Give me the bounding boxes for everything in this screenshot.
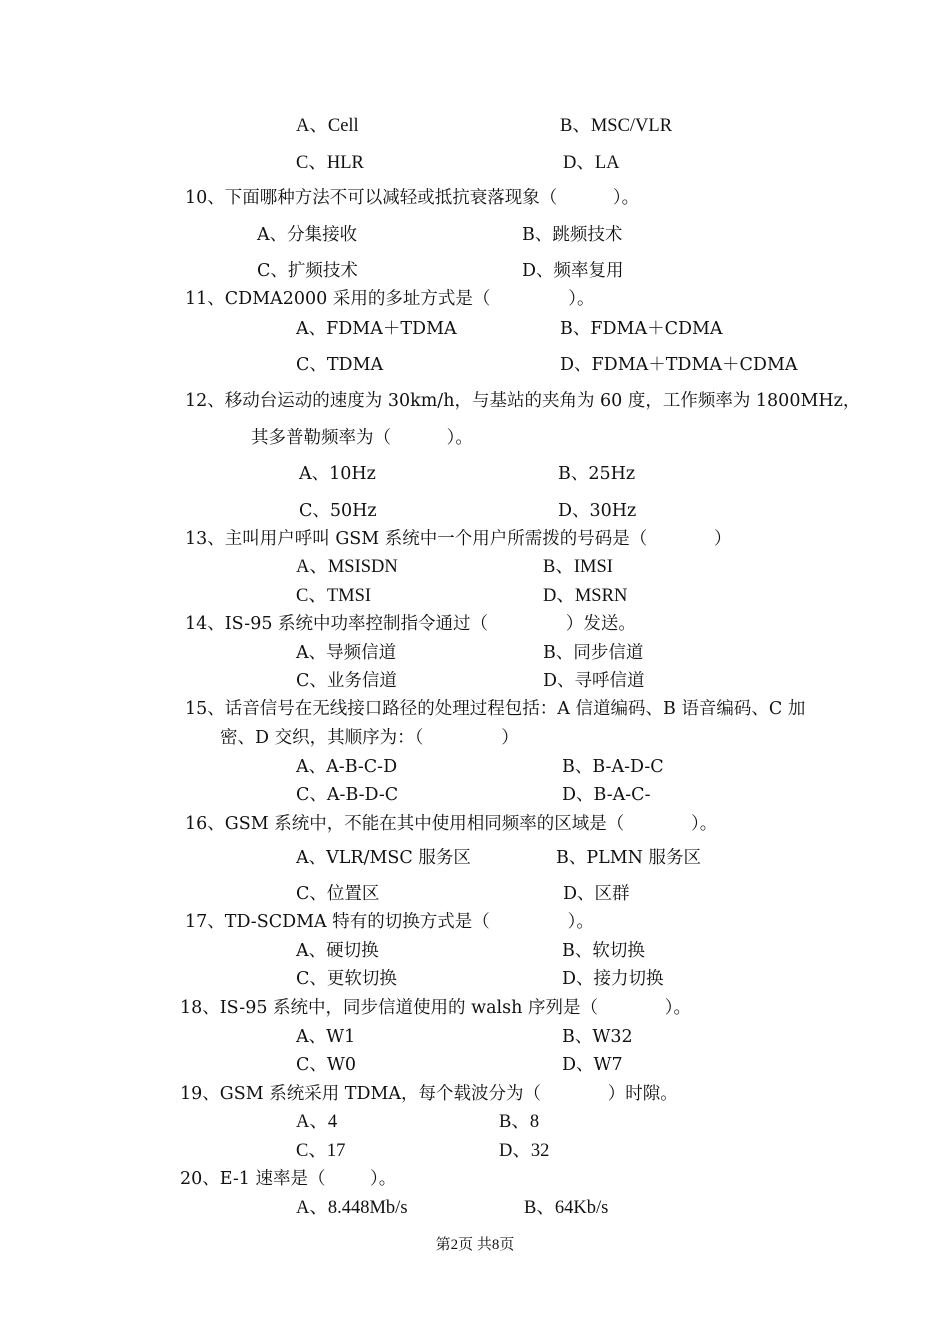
q9-option-d: D、LA bbox=[563, 153, 620, 173]
q12-option-c: C、50Hz bbox=[299, 501, 377, 521]
q18-option-c: C、W0 bbox=[296, 1055, 357, 1075]
q12-stem-line1: 12、移动台运动的速度为 30km/h，与基站的夹角为 60 度，工作频率为 1800MHz， bbox=[185, 391, 861, 411]
q19-option-c: C、17 bbox=[296, 1141, 346, 1161]
q17-stem: 17、TD-SCDMA 特有的切换方式是（ ）。 bbox=[185, 912, 594, 932]
q16-option-a: A、VLR/MSC 服务区 bbox=[296, 848, 471, 868]
q10-option-a: A、分集接收 bbox=[257, 225, 358, 245]
q13-option-a: A、MSISDN bbox=[296, 557, 398, 577]
q17-option-a: A、硬切换 bbox=[296, 941, 379, 961]
q16-option-d: D、区群 bbox=[563, 884, 630, 904]
q10-option-d: D、频率复用 bbox=[522, 261, 624, 281]
q11-option-c: C、TDMA bbox=[296, 355, 384, 375]
q9-option-a: A、Cell bbox=[296, 116, 359, 136]
q9-option-c: C、HLR bbox=[296, 153, 364, 173]
q16-option-c: C、位置区 bbox=[296, 884, 380, 904]
q19-option-b: B、8 bbox=[499, 1112, 540, 1132]
q10-option-c: C、扩频技术 bbox=[257, 261, 358, 281]
q14-option-b: B、同步信道 bbox=[543, 643, 644, 663]
q15-stem-line2: 密、D 交织，其顺序为：（ ） bbox=[220, 728, 519, 748]
q20-option-b: B、64Kb/s bbox=[524, 1198, 609, 1218]
page-footer: 第2页 共8页 bbox=[435, 1237, 515, 1253]
q11-option-d: D、FDMA＋TDMA＋CDMA bbox=[560, 355, 798, 375]
q11-option-a: A、FDMA＋TDMA bbox=[296, 319, 457, 339]
q18-option-d: D、W7 bbox=[562, 1055, 623, 1075]
q10-option-b: B、跳频技术 bbox=[522, 225, 623, 245]
q19-stem: 19、GSM 系统采用 TDMA，每个载波分为（ ）时隙。 bbox=[180, 1084, 678, 1104]
q20-option-a: A、8.448Mb/s bbox=[296, 1198, 408, 1218]
q15-stem-line1: 15、话音信号在无线接口路径的处理过程包括：A 信道编码、B 语音编码、C 加 bbox=[185, 699, 806, 719]
q13-option-b: B、IMSI bbox=[543, 557, 613, 577]
q14-option-d: D、寻呼信道 bbox=[543, 671, 645, 691]
q17-option-c: C、更软切换 bbox=[296, 969, 397, 989]
q12-option-d: D、30Hz bbox=[558, 501, 637, 521]
q13-stem: 13、主叫用户呼叫 GSM 系统中一个用户所需拨的号码是（ ） bbox=[185, 529, 732, 549]
q14-option-c: C、业务信道 bbox=[296, 671, 397, 691]
q16-option-b: B、PLMN 服务区 bbox=[556, 848, 702, 868]
q18-stem: 18、IS-95 系统中，同步信道使用的 walsh 序列是（ ）。 bbox=[180, 998, 691, 1018]
q11-stem: 11、CDMA2000 采用的多址方式是（ ）。 bbox=[185, 289, 595, 309]
q13-option-c: C、TMSI bbox=[296, 586, 372, 606]
q13-option-d: D、MSRN bbox=[543, 586, 628, 606]
q14-stem: 14、IS-95 系统中功率控制指令通过（ ）发送。 bbox=[185, 614, 636, 634]
q19-option-d: D、32 bbox=[499, 1141, 550, 1161]
q15-option-c: C、A-B-D-C bbox=[296, 785, 399, 805]
q12-stem-line2: 其多普勒频率为（ ）。 bbox=[251, 428, 473, 448]
q10-stem: 10、下面哪种方法不可以减轻或抵抗衰落现象（ ）。 bbox=[185, 188, 640, 208]
q17-option-b: B、软切换 bbox=[562, 941, 645, 961]
q19-option-a: A、4 bbox=[296, 1112, 338, 1132]
q17-option-d: D、接力切换 bbox=[562, 969, 664, 989]
q18-option-b: B、W32 bbox=[562, 1027, 633, 1047]
q14-option-a: A、导频信道 bbox=[296, 643, 397, 663]
q11-option-b: B、FDMA＋CDMA bbox=[560, 319, 723, 339]
q16-stem: 16、GSM 系统中，不能在其中使用相同频率的区域是（ ）。 bbox=[185, 814, 718, 834]
q9-option-b: B、MSC/VLR bbox=[560, 116, 673, 136]
q15-option-b: B、B-A-D-C bbox=[562, 757, 664, 777]
q12-option-a: A、10Hz bbox=[299, 464, 376, 484]
q12-option-b: B、25Hz bbox=[558, 464, 636, 484]
q15-option-d: D、B-A-C- bbox=[562, 785, 651, 805]
q18-option-a: A、W1 bbox=[296, 1027, 356, 1047]
q20-stem: 20、E-1 速率是（ ）。 bbox=[180, 1169, 397, 1189]
q15-option-a: A、A-B-C-D bbox=[296, 757, 398, 777]
